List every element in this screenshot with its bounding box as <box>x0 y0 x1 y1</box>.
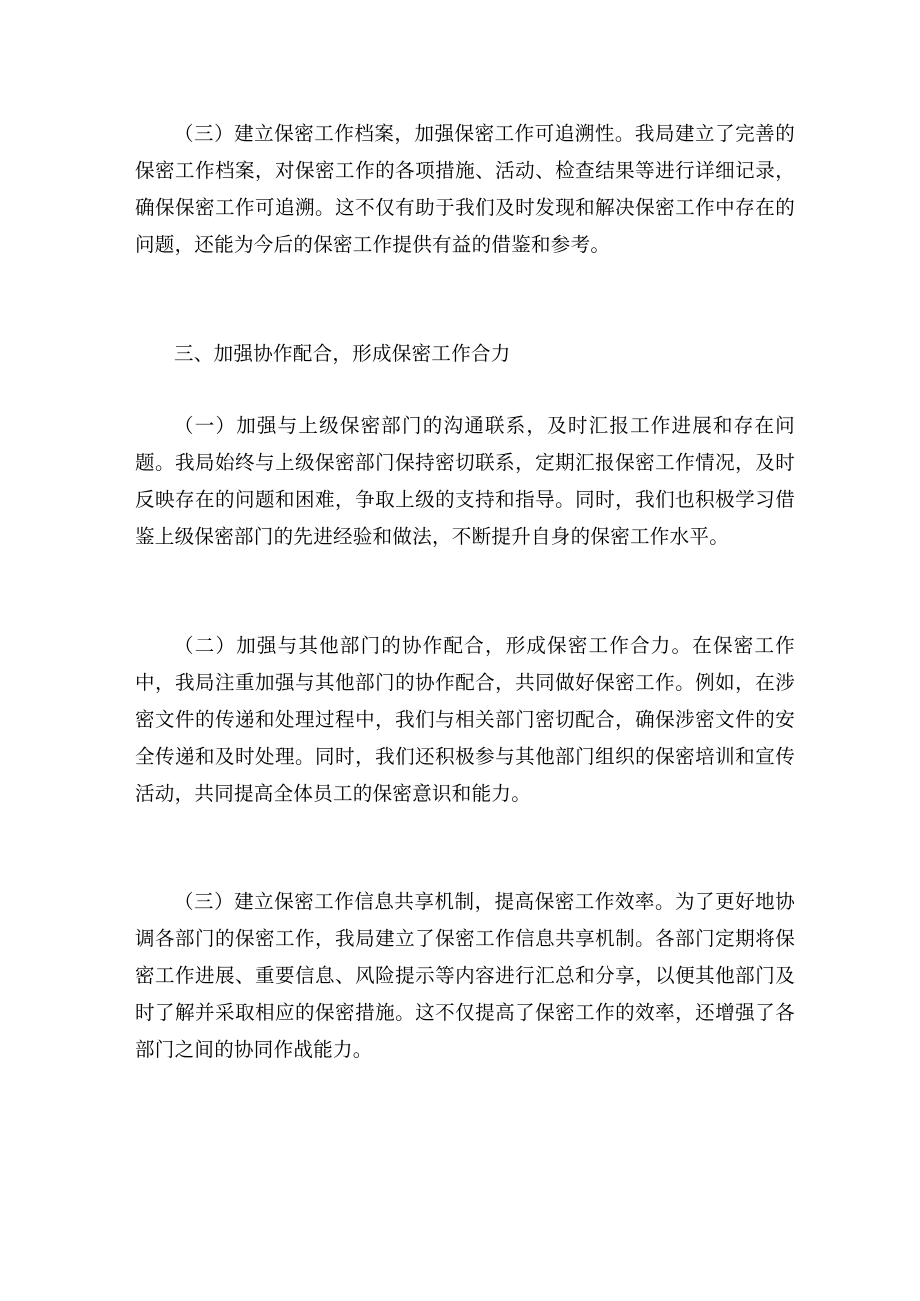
section-heading-cooperation: 三、加强协作配合，形成保密工作合力 <box>174 342 511 365</box>
paragraph-superior-communication: （一）加强与上级保密部门的沟通联系，及时汇报工作进展和存在问题。我局始终与上级保密部门保持密切联系，定期汇报保密工作情况，及时反映存在的问题和困难，争取上级的支持和指导。同时，我们也积极学习借鉴上级保密部门的先进经验和做法，不断提升自身的保密工作水平。 <box>135 414 795 548</box>
paragraph-department-cooperation: （二）加强与其他部门的协作配合，形成保密工作合力。在保密工作中，我局注重加强与其他部门的协作配合，共同做好保密工作。例如，在涉密文件的传递和处理过程中，我们与相关部门密切配合，确保涉密文件的安全传递和及时处理。同时，我们还积极参与其他部门组织的保密培训和宣传活动，共同提高全体员工的保密意识和能力。 <box>135 634 795 805</box>
paragraph-information-sharing: （三）建立保密工作信息共享机制，提高保密工作效率。为了更好地协调各部门的保密工作，我局建立了保密工作信息共享机制。各部门定期将保密工作进展、重要信息、风险提示等内容进行汇总和分享，以便其他部门及时了解并采取相应的保密措施。这不仅提高了保密工作的效率，还增强了各部门之间的协同作战能力。 <box>135 890 795 1061</box>
paragraph-archive-traceability: （三）建立保密工作档案，加强保密工作可追溯性。我局建立了完善的保密工作档案，对保密工作的各项措施、活动、检查结果等进行详细记录，确保保密工作可追溯。这不仅有助于我们及时发现和解决保密工作中存在的问题，还能为今后的保密工作提供有益的借鉴和参考。 <box>135 122 795 256</box>
